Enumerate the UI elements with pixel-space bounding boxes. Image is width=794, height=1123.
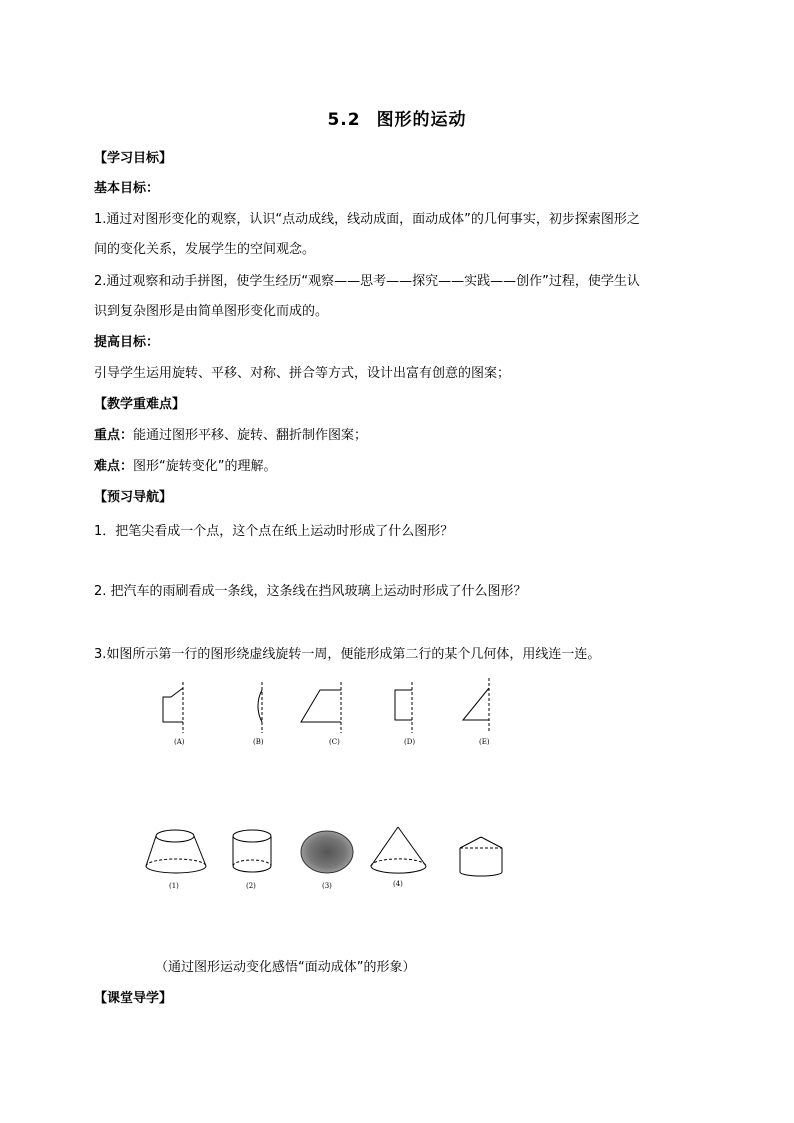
solid-cone-cylinder: [460, 837, 502, 876]
shape-c: [301, 682, 341, 733]
shape-a: [163, 682, 183, 733]
shape-d: [395, 682, 412, 733]
preview-question-1: 1．把笔尖看成一个点，这个点在纸上运动时形成了什么图形？: [94, 524, 454, 539]
figure-caption: （通过图形运动变化感悟“面动成体”的形象）: [155, 960, 416, 975]
label-b: (B): [253, 738, 264, 746]
objective-2-line-1: 2.通过观察和动手拼图，使学生经历“观察——思考——探究——实践——创作”过程，使学生认: [94, 274, 640, 289]
preview-question-3: 3.如图所示第一行的图形绕虚线旋转一周，便能形成第二行的某个几何体，用线连一连。: [94, 647, 601, 662]
section-number: 5.2: [327, 110, 361, 130]
difficulty-label: 难点：: [94, 459, 134, 474]
advanced-objectives-text: 引导学生运用旋转、平移、对称、拼合等方式，设计出富有创意的图案；: [94, 366, 511, 381]
basic-objectives-label: 基本目标：: [94, 181, 160, 196]
label-e: (E): [479, 738, 490, 746]
objectives-heading: 【学习目标】: [94, 151, 173, 166]
label-1: (1): [169, 882, 179, 890]
shape-e: [463, 678, 489, 733]
solid-frustum: [146, 830, 206, 873]
focus-text: 能通过图形平移、旋转、翻折制作图案；: [133, 428, 368, 443]
label-d: (D): [404, 738, 416, 746]
solid-sphere: [301, 831, 353, 873]
label-3: (3): [322, 882, 332, 890]
focus-label: 重点：: [94, 428, 134, 443]
solid-cone: [371, 827, 426, 873]
label-2: (2): [246, 882, 256, 890]
preview-question-2: 2. 把汽车的雨刷看成一条线，这条线在挡风玻璃上运动时形成了什么图形？: [94, 584, 527, 599]
label-c: (C): [329, 738, 340, 746]
preview-heading: 【预习导航】: [94, 490, 173, 505]
objective-1-line-1: 1.通过对图形变化的观察，认识“点动成线，线动成面，面动成体”的几何事实，初步探索图形之: [94, 212, 640, 227]
shape-b: [232, 682, 262, 733]
objective-1-line-2: 间的变化关系，发展学生的空间观念。: [94, 242, 316, 257]
advanced-objectives-label: 提高目标：: [94, 335, 160, 350]
objective-2-line-2: 识到复杂图形是由简单图形变化而成的。: [94, 304, 329, 319]
solid-cylinder: [233, 830, 271, 872]
difficulty-text: 图形“旋转变化”的理解。: [133, 459, 277, 474]
key-points-heading: 【教学重难点】: [94, 397, 186, 412]
label-4: (4): [393, 880, 403, 888]
classroom-heading: 【课堂导学】: [94, 991, 173, 1006]
section-title: 图形的运动: [376, 110, 467, 130]
label-a: (A): [174, 738, 185, 746]
